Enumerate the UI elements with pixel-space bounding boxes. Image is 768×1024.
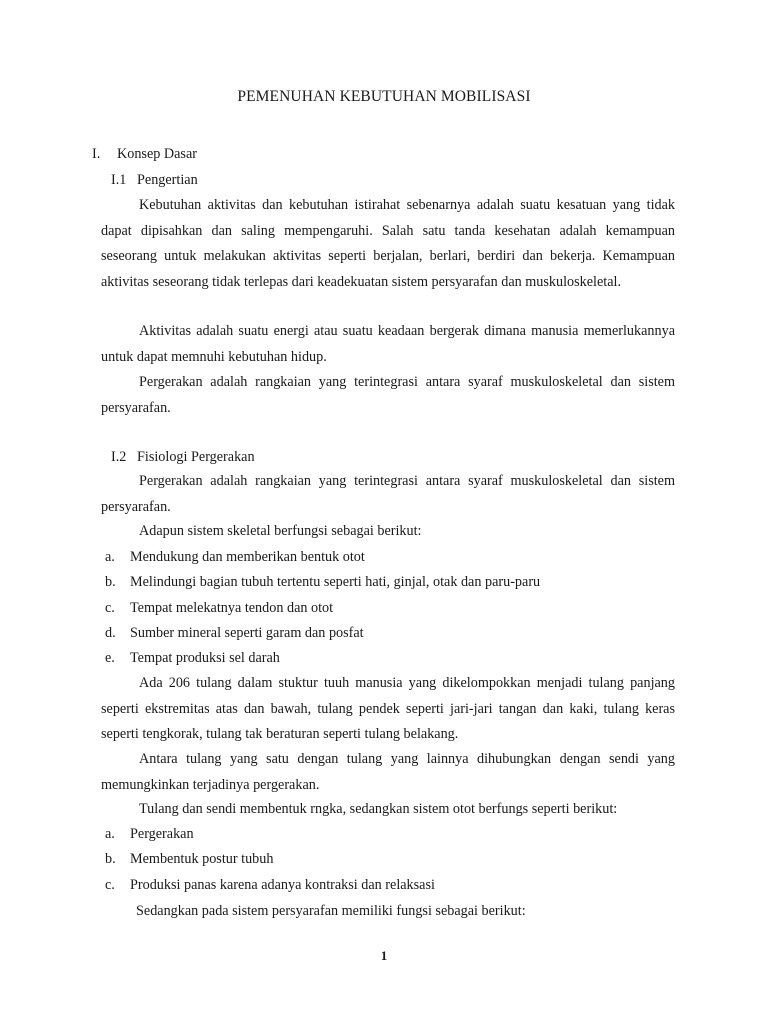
list-text: Melindungi bagian tubuh tertentu seperti hati, ginjal, otak dan paru-paru [130, 574, 541, 590]
page-title: PEMENUHAN KEBUTUHAN MOBILISASI [237, 88, 531, 105]
subsection-number: I.2 [111, 449, 127, 465]
section-number: I. [92, 146, 101, 162]
list-text: Produksi panas karena adanya kontraksi dan relaksasi [130, 877, 435, 893]
section-label: Konsep Dasar [117, 146, 197, 162]
list-text: Tempat produksi sel darah [130, 650, 280, 666]
list-marker: b. [105, 574, 116, 590]
paragraph-pergerakan-2: Pergerakan adalah rangkaian yang terintegrasi antara syaraf muskuloskeletal dan sistem persyarafan. [101, 473, 675, 515]
list-text: Membentuk postur tubuh [130, 851, 274, 867]
list-marker: b. [105, 851, 116, 867]
list-text: Tempat melekatnya tendon dan otot [130, 600, 334, 616]
section-heading [92, 146, 197, 163]
list-text: Mendukung dan memberikan bentuk otot [130, 549, 365, 565]
paragraph-aktivitas: Aktivitas adalah suatu energi atau suatu keadaan bergerak dimana manusia memerlukannya untuk dapat memnuhi kebutuhan hidup. [101, 323, 675, 365]
nerve-intro: Sedangkan pada sistem persyarafan memiliki fungsi sebagai berikut: [136, 903, 526, 919]
paragraph-tulang: Ada 206 tulang dalam stuktur tuuh manusia yang dikelompokkan menjadi tulang panjang seperti ekstremitas atas dan bawah, tulang pendek seperti jari-jari tangan dan kaki, tulang keras seperti tengkorak, tulang tak beraturan seperti tulang belakang. [101, 675, 675, 742]
skeletal-intro: Adapun sistem skeletal berfungsi sebagai berikut: [139, 523, 422, 539]
muscle-intro: Tulang dan sendi membentuk rngka, sedangkan sistem otot berfungs seperti berikut: [139, 801, 618, 817]
list-marker: c. [105, 600, 115, 616]
subsection-heading-pengertian [111, 172, 198, 189]
paragraph-sendi: Antara tulang yang satu dengan tulang yang lainnya dihubungkan dengan sendi yang memungkinkan terjadinya pergerakan. [101, 751, 675, 793]
list-marker: e. [105, 650, 115, 666]
list-marker: a. [105, 826, 115, 842]
paragraph-pergerakan: Pergerakan adalah rangkaian yang terintegrasi antara syaraf muskuloskeletal dan sistem persyarafan. [101, 374, 675, 416]
list-marker: d. [105, 625, 116, 641]
paragraph-kebutuhan: Kebutuhan aktivitas dan kebutuhan istirahat sebenarnya adalah suatu kesatuan yang tidak dapat dipisahkan dan saling mempengaruhi. Salah satu tanda kesehatan adalah kemampuan seseorang untuk melakukan aktivitas seperti berjalan, berlari, berdiri dan bekerja. Kemampuan aktivitas seseorang tidak terlepas dari keadekuatan sistem persyarafan dan muskuloskeletal. [101, 197, 675, 290]
subsection-label: Fisiologi Pergerakan [137, 449, 255, 465]
subsection-label: Pengertian [137, 172, 198, 188]
page-number: 1 [380, 948, 388, 963]
list-text: Pergerakan [130, 826, 194, 842]
subsection-number: I.1 [111, 172, 127, 188]
list-text: Sumber mineral seperti garam dan posfat [130, 625, 364, 641]
list-marker: a. [105, 549, 115, 565]
subsection-heading-fisiologi [111, 449, 255, 466]
list-marker: c. [105, 877, 115, 893]
